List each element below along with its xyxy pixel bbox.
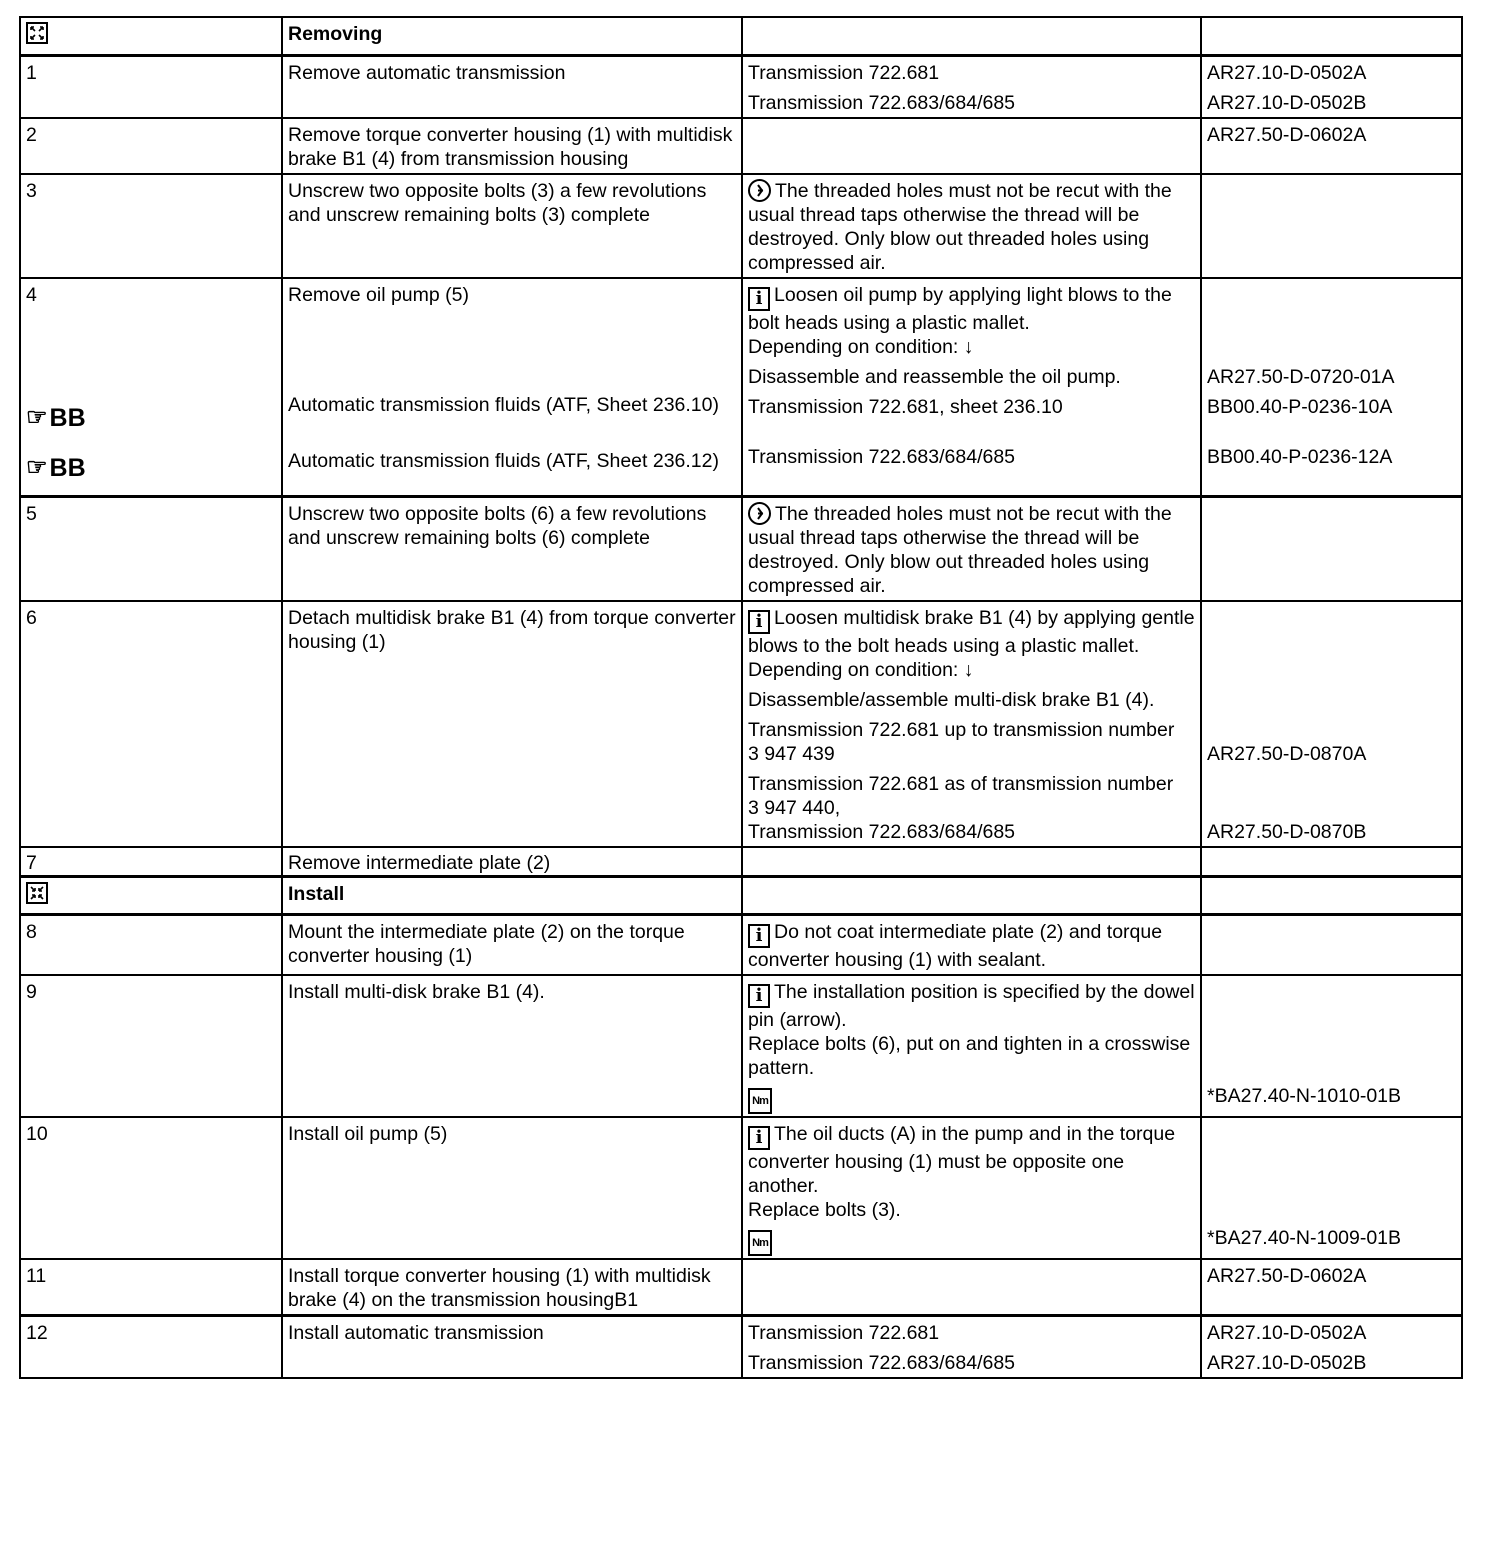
step-action: Remove intermediate plate (2)	[282, 847, 742, 877]
bb-marker	[26, 393, 276, 443]
bb-action: Automatic transmission fluids (ATF, Sheet 236.12)	[288, 449, 719, 472]
sub-step: Disassemble/assemble multi-disk brake B1 (4).	[748, 688, 1155, 711]
pointing-hand-icon: ☞	[26, 453, 48, 481]
step-action: Remove oil pump (5)	[288, 283, 469, 306]
step-action: Install automatic transmission	[282, 1315, 742, 1378]
table-row	[20, 174, 1462, 278]
step-note: Transmission 722.681	[748, 61, 940, 84]
step-number: 11	[20, 1259, 282, 1316]
reference-link[interactable]: AR27.10-D-0502B	[1207, 1351, 1367, 1374]
step-number: 5	[20, 496, 282, 601]
step-note: The threaded holes must not be recut with the usual thread taps otherwise the thread will be destroyed. Only blow out threaded holes using compressed air.	[748, 179, 1172, 274]
step-note: Loosen oil pump by applying light blows to the bolt heads using a plastic mallet.	[748, 283, 1172, 334]
step-action: Install multi-disk brake B1 (4).	[282, 975, 742, 1117]
torque-icon: Nm	[748, 1088, 772, 1114]
step-note: The threaded holes must not be recut with the usual thread taps otherwise the thread will be destroyed. Only blow out threaded holes using compressed air.	[748, 502, 1172, 597]
transmission-number: 3 947 439	[748, 742, 835, 765]
info-icon: i	[748, 1126, 770, 1150]
step-number: 2	[20, 118, 282, 174]
table-row	[20, 1117, 1462, 1259]
procedure-table	[19, 16, 1463, 1379]
table-row	[20, 601, 1462, 847]
variant-note: Transmission 722.681 as of transmission number	[748, 772, 1174, 795]
step-note: The oil ducts (A) in the pump and in the torque converter housing (1) must be opposite one another.	[748, 1122, 1176, 1197]
table-row	[20, 118, 1462, 174]
step-action: Remove torque converter housing (1) with multidisk brake B1 (4) from transmission housing	[282, 118, 742, 174]
step-number: 4	[26, 283, 37, 306]
step-number: 12	[20, 1315, 282, 1378]
step-number: 6	[20, 601, 282, 847]
reference-link[interactable]: *BA27.40-N-1010-01B	[1207, 1084, 1402, 1107]
step-note: Transmission 722.681	[748, 1321, 940, 1344]
bb-label: BB	[49, 453, 86, 482]
bb-action: Automatic transmission fluids (ATF, Sheet 236.10)	[288, 393, 719, 416]
table-row	[20, 975, 1462, 1117]
bb-note: Transmission 722.681, sheet 236.10	[748, 395, 1063, 418]
condition-text: Depending on condition: ↓	[748, 658, 974, 681]
variant-note: Transmission 722.681 up to transmission number	[748, 718, 1175, 741]
table-row	[20, 55, 1462, 118]
table-row	[20, 1259, 1462, 1316]
bb-note: Transmission 722.683/684/685	[748, 445, 1016, 468]
step-note: The installation position is specified by the dowel pin (arrow).	[748, 980, 1195, 1031]
reference-link[interactable]: AR27.50-D-0602A	[1201, 118, 1462, 174]
bb-label: BB	[49, 403, 86, 432]
section-title: Install	[282, 876, 742, 914]
condition-text: Depending on condition: ↓	[748, 335, 974, 358]
step-action: Unscrew two opposite bolts (6) a few revolutions and unscrew remaining bolts (6) complete	[282, 496, 742, 601]
caution-icon	[748, 179, 771, 202]
transmission-number: 3 947 440,	[748, 796, 841, 819]
bb-marker	[26, 443, 276, 493]
reference-link[interactable]: AR27.50-D-0870A	[1207, 742, 1367, 765]
table-row	[20, 914, 1462, 975]
step-note: Transmission 722.683/684/685	[748, 91, 1016, 114]
reference-link[interactable]: *BA27.40-N-1009-01B	[1207, 1226, 1402, 1249]
reference-link[interactable]: AR27.50-D-0870B	[1207, 820, 1367, 843]
torque-icon: Nm	[748, 1230, 772, 1256]
reference-link[interactable]: AR27.50-D-0602A	[1201, 1259, 1462, 1316]
info-icon: i	[748, 984, 770, 1008]
step-number: 7	[20, 847, 282, 877]
step-number: 3	[20, 174, 282, 278]
table-row	[20, 496, 1462, 601]
reference-link[interactable]: AR27.10-D-0502B	[1207, 91, 1367, 114]
reference-link[interactable]: AR27.10-D-0502A	[1207, 1321, 1367, 1344]
step-action: Remove automatic transmission	[282, 55, 742, 118]
reference-link[interactable]: BB00.40-P-0236-10A	[1207, 395, 1393, 418]
step-action: Mount the intermediate plate (2) on the torque converter housing (1)	[282, 914, 742, 975]
step-note: Replace bolts (6), put on and tighten in a crosswise pattern.	[748, 1032, 1191, 1079]
info-icon: i	[748, 610, 770, 634]
step-action: Detach multidisk brake B1 (4) from torque converter housing (1)	[282, 601, 742, 847]
step-action: Install torque converter housing (1) with multidisk brake (4) on the transmission housingB1	[282, 1259, 742, 1316]
step-note: Loosen multidisk brake B1 (4) by applying gentle blows to the bolt heads using a plastic mallet.	[748, 606, 1195, 657]
section-title: Removing	[282, 17, 742, 55]
info-icon: i	[748, 287, 770, 311]
step-number: 8	[20, 914, 282, 975]
table-row	[20, 278, 1462, 497]
pointing-hand-icon: ☞	[26, 403, 48, 431]
table-row	[20, 847, 1462, 877]
step-note: Transmission 722.683/684/685	[748, 1351, 1016, 1374]
reference-link[interactable]: AR27.10-D-0502A	[1207, 61, 1367, 84]
exploded-view-icon	[26, 22, 48, 44]
step-number: 10	[20, 1117, 282, 1259]
caution-icon	[748, 502, 771, 525]
sub-step: Disassemble and reassemble the oil pump.	[748, 365, 1121, 388]
section-header-install	[20, 876, 1462, 914]
variant-note: Transmission 722.683/684/685	[748, 820, 1016, 843]
step-note: Do not coat intermediate plate (2) and torque converter housing (1) with sealant.	[748, 920, 1163, 971]
step-number: 1	[20, 55, 282, 118]
section-header-removing	[20, 17, 1462, 55]
step-number: 9	[20, 975, 282, 1117]
info-icon: i	[748, 924, 770, 948]
step-note: Replace bolts (3).	[748, 1198, 901, 1221]
reference-link[interactable]: AR27.50-D-0720-01A	[1207, 365, 1395, 388]
table-row	[20, 1315, 1462, 1378]
step-action: Unscrew two opposite bolts (3) a few revolutions and unscrew remaining bolts (3) complete	[282, 174, 742, 278]
step-action: Install oil pump (5)	[282, 1117, 742, 1259]
reference-link[interactable]: BB00.40-P-0236-12A	[1207, 445, 1393, 468]
exploded-view-icon	[26, 882, 48, 904]
